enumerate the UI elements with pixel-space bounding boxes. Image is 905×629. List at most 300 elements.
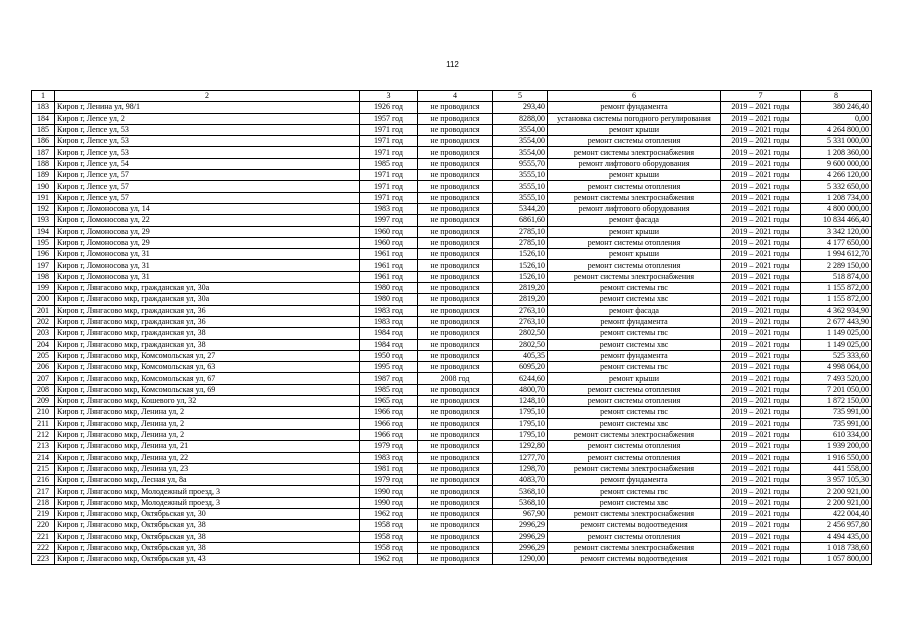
cell-address: Киров г, Ленина ул, 98/1: [55, 102, 360, 113]
column-header: 1: [32, 91, 55, 102]
cell-area: 3554,00: [493, 124, 548, 135]
cell-last-repair-year: не проводился: [418, 486, 493, 497]
cell-work-type: ремонт системы гвс: [548, 283, 721, 294]
cell-address: Киров г, Лянгасово мкр, Ленина ул, 2: [55, 418, 360, 429]
cell-cost: 4 998 064,00: [801, 362, 872, 373]
cell-area: 1292,80: [493, 441, 548, 452]
cell-period: 2019 – 2021 годы: [721, 373, 801, 384]
cell-area: 1795,10: [493, 407, 548, 418]
cell-period: 2019 – 2021 годы: [721, 441, 801, 452]
cell-work-type: ремонт лифтового оборудования: [548, 203, 721, 214]
cell-work-type: ремонт крыши: [548, 249, 721, 260]
cell-work-type: ремонт системы электроснабжения: [548, 508, 721, 519]
cell-build-year: 1961 год: [360, 271, 418, 282]
cell-row-number: 212: [32, 429, 55, 440]
cell-address: Киров г, Лепсе ул, 53: [55, 136, 360, 147]
cell-row-number: 193: [32, 215, 55, 226]
cell-row-number: 215: [32, 463, 55, 474]
table-row: [32, 215, 872, 226]
cell-row-number: 214: [32, 452, 55, 463]
cell-address: Киров г, Лепсе ул, 57: [55, 170, 360, 181]
cell-period: 2019 – 2021 годы: [721, 554, 801, 565]
cell-cost: 4 266 120,00: [801, 170, 872, 181]
cell-period: 2019 – 2021 годы: [721, 226, 801, 237]
cell-address: Киров г, Лянгасово мкр, Ленина ул, 21: [55, 441, 360, 452]
cell-period: 2019 – 2021 годы: [721, 260, 801, 271]
cell-row-number: 187: [32, 147, 55, 158]
cell-address: Киров г, Лянгасово мкр, гражданская ул, 30а: [55, 294, 360, 305]
cell-build-year: 1995 год: [360, 362, 418, 373]
cell-last-repair-year: не проводился: [418, 113, 493, 124]
cell-area: 293,40: [493, 102, 548, 113]
cell-build-year: 1971 год: [360, 124, 418, 135]
cell-build-year: 1984 год: [360, 339, 418, 350]
cell-period: 2019 – 2021 годы: [721, 158, 801, 169]
cell-address: Киров г, Лянгасово мкр, Октябрьская ул, 38: [55, 542, 360, 553]
cell-period: 2019 – 2021 годы: [721, 384, 801, 395]
cell-last-repair-year: не проводился: [418, 136, 493, 147]
cell-last-repair-year: не проводился: [418, 407, 493, 418]
cell-cost: 1 057 800,00: [801, 554, 872, 565]
cell-work-type: ремонт лифтового оборудования: [548, 158, 721, 169]
cell-work-type: ремонт системы гвс: [548, 407, 721, 418]
cell-period: 2019 – 2021 годы: [721, 418, 801, 429]
column-header: 6: [548, 91, 721, 102]
cell-area: 3554,00: [493, 147, 548, 158]
table-row: [32, 124, 872, 135]
cell-address: Киров г, Ломоносова ул, 31: [55, 271, 360, 282]
table-row: [32, 554, 872, 565]
cell-last-repair-year: не проводился: [418, 203, 493, 214]
cell-cost: 1 994 612,70: [801, 249, 872, 260]
cell-row-number: 185: [32, 124, 55, 135]
cell-period: 2019 – 2021 годы: [721, 305, 801, 316]
cell-row-number: 197: [32, 260, 55, 271]
cell-build-year: 1966 год: [360, 407, 418, 418]
cell-period: 2019 – 2021 годы: [721, 147, 801, 158]
cell-address: Киров г, Лянгасово мкр, Октябрьская ул, 43: [55, 554, 360, 565]
cell-work-type: ремонт системы электроснабжения: [548, 192, 721, 203]
cell-build-year: 1985 год: [360, 158, 418, 169]
cell-last-repair-year: не проводился: [418, 497, 493, 508]
cell-period: 2019 – 2021 годы: [721, 542, 801, 553]
cell-period: 2019 – 2021 годы: [721, 497, 801, 508]
cell-last-repair-year: не проводился: [418, 283, 493, 294]
table-row: [32, 531, 872, 542]
cell-build-year: 1983 год: [360, 305, 418, 316]
cell-period: 2019 – 2021 годы: [721, 475, 801, 486]
cell-row-number: 189: [32, 170, 55, 181]
cell-period: 2019 – 2021 годы: [721, 192, 801, 203]
cell-last-repair-year: не проводился: [418, 102, 493, 113]
table-row: [32, 407, 872, 418]
table-row: [32, 520, 872, 531]
cell-area: 5344,20: [493, 203, 548, 214]
cell-cost: 2 677 443,90: [801, 316, 872, 327]
cell-cost: 735 991,00: [801, 407, 872, 418]
cell-address: Киров г, Лянгасово мкр, Комсомольская ул, 69: [55, 384, 360, 395]
cell-address: Киров г, Ломоносова ул, 29: [55, 226, 360, 237]
cell-cost: 1 149 025,00: [801, 328, 872, 339]
cell-row-number: 219: [32, 508, 55, 519]
cell-area: 967,90: [493, 508, 548, 519]
cell-work-type: ремонт системы гвс: [548, 362, 721, 373]
cell-address: Киров г, Лянгасово мкр, Ленина ул, 23: [55, 463, 360, 474]
cell-last-repair-year: не проводился: [418, 237, 493, 248]
cell-address: Киров г, Лянгасово мкр, гражданская ул, 38: [55, 328, 360, 339]
cell-build-year: 1980 год: [360, 283, 418, 294]
cell-period: 2019 – 2021 годы: [721, 316, 801, 327]
cell-period: 2019 – 2021 годы: [721, 170, 801, 181]
cell-build-year: 1958 год: [360, 520, 418, 531]
cell-area: 5368,10: [493, 486, 548, 497]
cell-period: 2019 – 2021 годы: [721, 339, 801, 350]
cell-area: 6861,60: [493, 215, 548, 226]
cell-row-number: 206: [32, 362, 55, 373]
table-row: [32, 508, 872, 519]
cell-cost: 4 800 000,00: [801, 203, 872, 214]
cell-build-year: 1971 год: [360, 192, 418, 203]
cell-work-type: ремонт системы отопления: [548, 181, 721, 192]
cell-cost: 1 155 872,00: [801, 283, 872, 294]
cell-area: 9555,70: [493, 158, 548, 169]
cell-last-repair-year: не проводился: [418, 316, 493, 327]
cell-address: Киров г, Лянгасово мкр, гражданская ул, 38: [55, 339, 360, 350]
table-row: [32, 418, 872, 429]
cell-last-repair-year: 2008 год: [418, 373, 493, 384]
table-row: [32, 181, 872, 192]
cell-address: Киров г, Лянгасово мкр, Молодежный проезд, 3: [55, 497, 360, 508]
cell-address: Киров г, Ломоносова ул, 22: [55, 215, 360, 226]
cell-row-number: 210: [32, 407, 55, 418]
cell-cost: 610 334,00: [801, 429, 872, 440]
cell-last-repair-year: не проводился: [418, 531, 493, 542]
cell-last-repair-year: не проводился: [418, 463, 493, 474]
cell-address: Киров г, Лянгасово мкр, Октябрьская ул, 30: [55, 508, 360, 519]
cell-row-number: 195: [32, 237, 55, 248]
table-row: [32, 441, 872, 452]
cell-row-number: 204: [32, 339, 55, 350]
cell-cost: 5 331 000,00: [801, 136, 872, 147]
cell-area: 2785,10: [493, 226, 548, 237]
cell-area: 2763,10: [493, 316, 548, 327]
column-header: 4: [418, 91, 493, 102]
column-header: 8: [801, 91, 872, 102]
cell-build-year: 1971 год: [360, 170, 418, 181]
cell-work-type: ремонт системы отопления: [548, 531, 721, 542]
cell-row-number: 190: [32, 181, 55, 192]
table-row: [32, 271, 872, 282]
cell-area: 3555,10: [493, 170, 548, 181]
cell-cost: 422 004,40: [801, 508, 872, 519]
cell-last-repair-year: не проводился: [418, 452, 493, 463]
cell-build-year: 1971 год: [360, 147, 418, 158]
cell-work-type: установка системы погодного регулирования: [548, 113, 721, 124]
cell-cost: 4 177 650,00: [801, 237, 872, 248]
cell-area: 1795,10: [493, 418, 548, 429]
cell-cost: 0,00: [801, 113, 872, 124]
cell-work-type: ремонт фасада: [548, 305, 721, 316]
table-row: [32, 102, 872, 113]
cell-row-number: 217: [32, 486, 55, 497]
cell-work-type: ремонт системы хвс: [548, 294, 721, 305]
cell-address: Киров г, Лепсе ул, 54: [55, 158, 360, 169]
table-row: [32, 316, 872, 327]
cell-cost: 10 834 466,40: [801, 215, 872, 226]
cell-cost: 380 246,40: [801, 102, 872, 113]
cell-work-type: ремонт системы хвс: [548, 418, 721, 429]
cell-build-year: 1979 год: [360, 441, 418, 452]
cell-work-type: ремонт крыши: [548, 226, 721, 237]
cell-cost: 3 342 120,00: [801, 226, 872, 237]
cell-build-year: 1958 год: [360, 542, 418, 553]
cell-cost: 5 332 650,00: [801, 181, 872, 192]
cell-last-repair-year: не проводился: [418, 249, 493, 260]
cell-last-repair-year: не проводился: [418, 350, 493, 361]
cell-last-repair-year: не проводился: [418, 305, 493, 316]
cell-row-number: 223: [32, 554, 55, 565]
cell-address: Киров г, Ломоносова ул, 31: [55, 260, 360, 271]
cell-work-type: ремонт системы гвс: [548, 486, 721, 497]
cell-work-type: ремонт системы отопления: [548, 260, 721, 271]
cell-address: Киров г, Лянгасово мкр, Комсомольская ул, 67: [55, 373, 360, 384]
cell-area: 2996,29: [493, 542, 548, 553]
table-row: [32, 260, 872, 271]
cell-period: 2019 – 2021 годы: [721, 531, 801, 542]
cell-work-type: ремонт системы электроснабжения: [548, 542, 721, 553]
cell-area: 3554,00: [493, 136, 548, 147]
cell-build-year: 1983 год: [360, 203, 418, 214]
cell-last-repair-year: не проводился: [418, 170, 493, 181]
cell-build-year: 1983 год: [360, 316, 418, 327]
cell-cost: 1 208 360,00: [801, 147, 872, 158]
table-row: [32, 136, 872, 147]
cell-build-year: 1957 год: [360, 113, 418, 124]
cell-period: 2019 – 2021 годы: [721, 113, 801, 124]
table-header-row: [32, 91, 872, 102]
cell-build-year: 1979 год: [360, 475, 418, 486]
cell-build-year: 1958 год: [360, 531, 418, 542]
table-row: [32, 497, 872, 508]
column-header: 5: [493, 91, 548, 102]
cell-build-year: 1966 год: [360, 429, 418, 440]
table-row: [32, 283, 872, 294]
cell-work-type: ремонт крыши: [548, 373, 721, 384]
cell-build-year: 1987 год: [360, 373, 418, 384]
cell-address: Киров г, Лянгасово мкр, гражданская ул, 36: [55, 305, 360, 316]
cell-period: 2019 – 2021 годы: [721, 486, 801, 497]
cell-row-number: 213: [32, 441, 55, 452]
cell-period: 2019 – 2021 годы: [721, 136, 801, 147]
cell-area: 405,35: [493, 350, 548, 361]
cell-build-year: 1981 год: [360, 463, 418, 474]
cell-build-year: 1980 год: [360, 294, 418, 305]
cell-area: 4800,70: [493, 384, 548, 395]
table-row: [32, 226, 872, 237]
cell-row-number: 205: [32, 350, 55, 361]
table-row: [32, 373, 872, 384]
cell-area: 6095,20: [493, 362, 548, 373]
cell-last-repair-year: не проводился: [418, 475, 493, 486]
cell-area: 1248,10: [493, 396, 548, 407]
repair-schedule-table: [31, 90, 872, 565]
cell-work-type: ремонт системы отопления: [548, 452, 721, 463]
cell-work-type: ремонт системы электроснабжения: [548, 147, 721, 158]
cell-period: 2019 – 2021 годы: [721, 203, 801, 214]
cell-period: 2019 – 2021 годы: [721, 407, 801, 418]
cell-row-number: 208: [32, 384, 55, 395]
cell-row-number: 207: [32, 373, 55, 384]
cell-work-type: ремонт системы водоотведения: [548, 554, 721, 565]
cell-row-number: 209: [32, 396, 55, 407]
cell-row-number: 216: [32, 475, 55, 486]
cell-build-year: 1990 год: [360, 486, 418, 497]
cell-work-type: ремонт фундамента: [548, 350, 721, 361]
column-header: 7: [721, 91, 801, 102]
cell-cost: 1 916 550,00: [801, 452, 872, 463]
cell-work-type: ремонт системы электроснабжения: [548, 463, 721, 474]
cell-area: 1795,10: [493, 429, 548, 440]
cell-cost: 518 874,00: [801, 271, 872, 282]
cell-period: 2019 – 2021 годы: [721, 237, 801, 248]
cell-work-type: ремонт системы хвс: [548, 497, 721, 508]
cell-address: Киров г, Лянгасово мкр, Кошевого ул, 32: [55, 396, 360, 407]
cell-cost: 7 201 050,00: [801, 384, 872, 395]
cell-row-number: 218: [32, 497, 55, 508]
cell-area: 2763,10: [493, 305, 548, 316]
cell-period: 2019 – 2021 годы: [721, 294, 801, 305]
cell-period: 2019 – 2021 годы: [721, 520, 801, 531]
cell-address: Киров г, Лянгасово мкр, Комсомольская ул, 27: [55, 350, 360, 361]
cell-row-number: 199: [32, 283, 55, 294]
cell-address: Киров г, Лянгасово мкр, гражданская ул, 30а: [55, 283, 360, 294]
cell-area: 1526,10: [493, 249, 548, 260]
cell-area: 4083,70: [493, 475, 548, 486]
cell-address: Киров г, Лепсе ул, 53: [55, 124, 360, 135]
cell-last-repair-year: не проводился: [418, 508, 493, 519]
cell-last-repair-year: не проводился: [418, 147, 493, 158]
cell-cost: 2 200 921,00: [801, 486, 872, 497]
cell-build-year: 1962 год: [360, 508, 418, 519]
cell-build-year: 1965 год: [360, 396, 418, 407]
cell-period: 2019 – 2021 годы: [721, 463, 801, 474]
cell-period: 2019 – 2021 годы: [721, 350, 801, 361]
table-row: [32, 294, 872, 305]
table-row: [32, 237, 872, 248]
table-row: [32, 339, 872, 350]
cell-area: 1526,10: [493, 271, 548, 282]
cell-area: 1277,70: [493, 452, 548, 463]
cell-cost: 525 333,60: [801, 350, 872, 361]
cell-build-year: 1961 год: [360, 249, 418, 260]
cell-last-repair-year: не проводился: [418, 192, 493, 203]
cell-build-year: 1997 год: [360, 215, 418, 226]
cell-area: 1290,00: [493, 554, 548, 565]
cell-period: 2019 – 2021 годы: [721, 429, 801, 440]
page-number: 112: [446, 60, 459, 69]
cell-period: 2019 – 2021 годы: [721, 181, 801, 192]
cell-last-repair-year: не проводился: [418, 520, 493, 531]
cell-address: Киров г, Ломоносова ул, 14: [55, 203, 360, 214]
cell-work-type: ремонт фасада: [548, 215, 721, 226]
cell-build-year: 1990 год: [360, 497, 418, 508]
cell-work-type: ремонт системы отопления: [548, 136, 721, 147]
cell-row-number: 188: [32, 158, 55, 169]
cell-address: Киров г, Лепсе ул, 57: [55, 181, 360, 192]
cell-cost: 2 289 150,00: [801, 260, 872, 271]
cell-build-year: 1983 год: [360, 452, 418, 463]
cell-cost: 4 494 435,00: [801, 531, 872, 542]
cell-last-repair-year: не проводился: [418, 215, 493, 226]
cell-area: 2819,20: [493, 283, 548, 294]
cell-period: 2019 – 2021 годы: [721, 249, 801, 260]
cell-last-repair-year: не проводился: [418, 339, 493, 350]
table-row: [32, 463, 872, 474]
cell-cost: 4 362 934,90: [801, 305, 872, 316]
cell-row-number: 191: [32, 192, 55, 203]
cell-area: 2819,20: [493, 294, 548, 305]
cell-period: 2019 – 2021 годы: [721, 396, 801, 407]
table-row: [32, 113, 872, 124]
cell-last-repair-year: не проводился: [418, 294, 493, 305]
column-header: 3: [360, 91, 418, 102]
cell-build-year: 1984 год: [360, 328, 418, 339]
table-row: [32, 192, 872, 203]
cell-address: Киров г, Лянгасово мкр, Лесная ул, 8а: [55, 475, 360, 486]
table-row: [32, 429, 872, 440]
cell-area: 5368,10: [493, 497, 548, 508]
table-row: [32, 147, 872, 158]
cell-address: Киров г, Лянгасово мкр, гражданская ул, 36: [55, 316, 360, 327]
cell-work-type: ремонт системы отопления: [548, 237, 721, 248]
cell-row-number: 202: [32, 316, 55, 327]
cell-build-year: 1960 год: [360, 237, 418, 248]
cell-area: 6244,60: [493, 373, 548, 384]
cell-last-repair-year: не проводился: [418, 226, 493, 237]
cell-cost: 4 264 800,00: [801, 124, 872, 135]
cell-period: 2019 – 2021 годы: [721, 452, 801, 463]
cell-work-type: ремонт системы водоотведения: [548, 520, 721, 531]
table-row: [32, 249, 872, 260]
cell-last-repair-year: не проводился: [418, 554, 493, 565]
cell-work-type: ремонт системы электроснабжения: [548, 429, 721, 440]
cell-cost: 1 018 738,60: [801, 542, 872, 553]
cell-work-type: ремонт системы гвс: [548, 328, 721, 339]
cell-work-type: ремонт фундамента: [548, 102, 721, 113]
cell-work-type: ремонт крыши: [548, 170, 721, 181]
cell-row-number: 221: [32, 531, 55, 542]
cell-work-type: ремонт системы отопления: [548, 441, 721, 452]
cell-row-number: 211: [32, 418, 55, 429]
cell-address: Киров г, Лянгасово мкр, Ленина ул, 2: [55, 407, 360, 418]
cell-area: 3555,10: [493, 181, 548, 192]
cell-last-repair-year: не проводился: [418, 418, 493, 429]
cell-cost: 3 957 105,30: [801, 475, 872, 486]
cell-address: Киров г, Лепсе ул, 2: [55, 113, 360, 124]
cell-work-type: ремонт крыши: [548, 124, 721, 135]
cell-address: Киров г, Лепсе ул, 53: [55, 147, 360, 158]
cell-period: 2019 – 2021 годы: [721, 508, 801, 519]
cell-row-number: 194: [32, 226, 55, 237]
cell-address: Киров г, Лянгасово мкр, Молодежный проезд, 3: [55, 486, 360, 497]
cell-row-number: 203: [32, 328, 55, 339]
cell-last-repair-year: не проводился: [418, 396, 493, 407]
cell-period: 2019 – 2021 годы: [721, 102, 801, 113]
table-row: [32, 203, 872, 214]
cell-build-year: 1950 год: [360, 350, 418, 361]
cell-cost: 1 208 734,00: [801, 192, 872, 203]
cell-area: 2996,29: [493, 531, 548, 542]
